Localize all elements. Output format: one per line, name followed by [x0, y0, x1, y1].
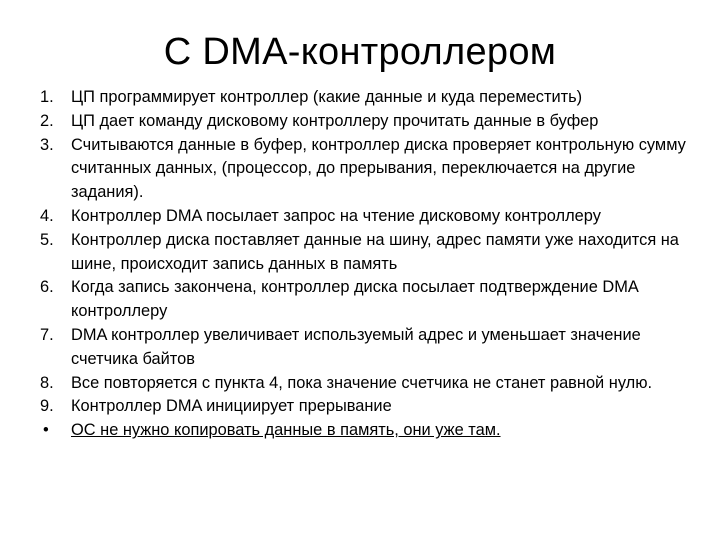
item-text: Считываются данные в буфер, контроллер диска проверяет контрольную сумму считанных данных, (процессор, до прерывания, переключается на другие задания). [71, 135, 686, 202]
item-text: ЦП дает команду дисковому контроллеру прочитать данные в буфер [71, 111, 599, 130]
item-text: ЦП программирует контроллер (какие данные и куда переместить) [71, 88, 583, 106]
steps-list [40, 86, 712, 443]
list-item [40, 395, 712, 419]
item-text: DMA контроллер увеличивает используемый адрес и уменьшает значение счетчика байтов [71, 325, 641, 368]
item-number: 7. [40, 325, 54, 344]
item-text: ОС не нужно копировать данные в память, они уже там. [71, 421, 501, 440]
list-item [40, 229, 712, 277]
item-number: 6. [40, 278, 54, 297]
item-text: Все повторяется с пункта 4, пока значение счетчика не станет равной нулю. [71, 373, 653, 392]
list-item [40, 110, 712, 134]
list-item [40, 372, 712, 396]
item-text: Контроллер диска поставляет данные на шину, адрес памяти уже находится на шине, происходит запись данных в память [71, 230, 679, 273]
list-item [40, 86, 712, 110]
item-number: 3. [40, 135, 54, 154]
list-item [40, 134, 712, 205]
item-number: 2. [40, 111, 54, 130]
item-number: 5. [40, 230, 54, 249]
item-text: Контроллер DMA посылает запрос на чтение дисковому контроллеру [71, 206, 601, 225]
item-text: Контроллер DMA инициирует прерывание [71, 397, 392, 416]
list-item [40, 205, 712, 229]
item-number: 1. [40, 88, 54, 106]
item-text: Когда запись закончена, контроллер диска посылает подтверждение DMA контроллеру [71, 278, 638, 321]
item-number: 9. [40, 397, 54, 416]
item-number: 4. [40, 206, 54, 225]
slide-title: С DMA-контроллером [163, 31, 557, 73]
item-number: 8. [40, 373, 54, 392]
list-item [40, 324, 712, 372]
bullet-icon: • [43, 421, 49, 440]
list-item [40, 276, 712, 324]
list-item [40, 419, 712, 443]
